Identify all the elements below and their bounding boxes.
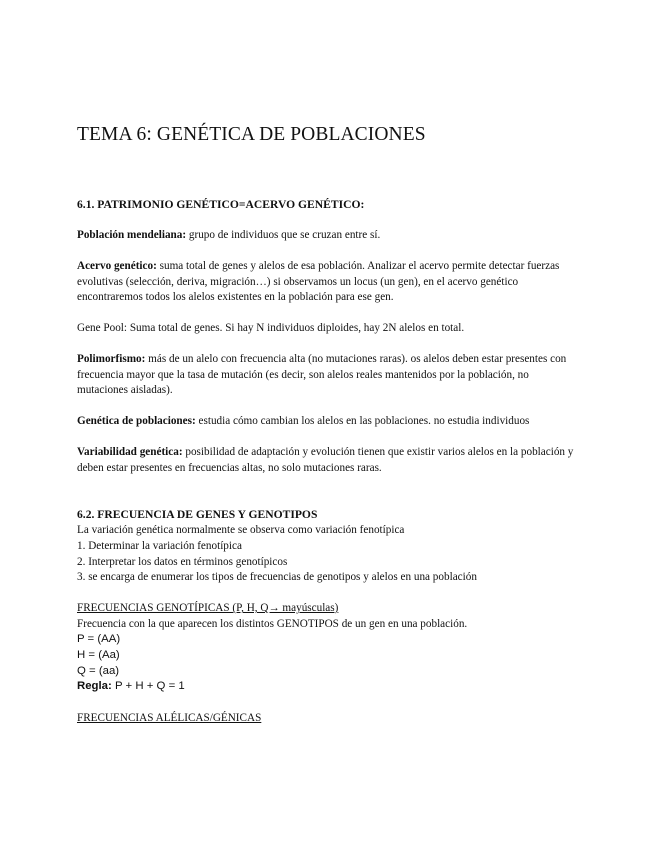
term-polimorfismo: Polimorfismo:	[77, 353, 146, 365]
text-polimorfismo: más de un alelo con frecuencia alta (no mutaciones raras). os alelos deben estar presentes con frecuencia mayor que la tasa de mutación (es decir, son alelos reales mantenidos por la población, no mutaciones aisladas).	[77, 353, 567, 397]
rule-text: P + H + Q = 1	[111, 680, 185, 692]
term-poblacion-mendeliana: Población mendeliana:	[77, 229, 187, 241]
section-1-heading: 6.1. PATRIMONIO GENÉTICO=ACERVO GENÉTICO:	[77, 198, 365, 211]
text-acervo-genetico: suma total de genes y alelos de esa población. Analizar el acervo permite detectar fuerzas evolutivas (selección, deriva, migración…) si observamos un locus (un gen), en el acervo genético encontraremos todos los alelos existentes en la población para ese gen.	[77, 260, 560, 304]
paragraph-variabilidad-genetica	[77, 445, 577, 476]
list-item: 1. Determinar la variación fenotípica	[77, 540, 242, 552]
section-2-heading: 6.2. FRECUENCIA DE GENES Y GENOTIPOS	[77, 508, 318, 521]
subsection-alelicas-heading: FRECUENCIAS ALÉLICAS/GÉNICAS	[77, 712, 262, 724]
subsection-genotipicas-heading: FRECUENCIAS GENOTÍPICAS (P, H, Q→ mayúsculas)	[77, 602, 339, 614]
rule-label: Regla:	[77, 680, 112, 692]
text-genetica-poblaciones: estudia cómo cambian los alelos en las poblaciones. no estudia individuos	[195, 415, 530, 427]
text-poblacion-mendeliana: grupo de individuos que se cruzan entre sí.	[186, 229, 381, 241]
paragraph-acervo-genetico	[77, 259, 577, 306]
term-variabilidad-genetica: Variabilidad genética:	[77, 446, 183, 458]
paragraph-poblacion-mendeliana	[77, 228, 577, 244]
genotype-q-line: Q = (aa)	[77, 665, 120, 677]
list-item: 2. Interpretar los datos en términos genotípicos	[77, 556, 288, 568]
paragraph-gene-pool	[77, 321, 577, 337]
rule-line	[77, 679, 185, 695]
term-genetica-poblaciones: Genética de poblaciones:	[77, 415, 196, 427]
list-item: 3. se encarga de enumerar los tipos de frecuencias de genotipos y alelos en una población	[77, 571, 477, 583]
document-title: TEMA 6: GENÉTICA DE POBLACIONES	[77, 124, 426, 145]
paragraph-polimorfismo	[77, 352, 577, 399]
genotype-p-line: P = (AA)	[77, 633, 121, 645]
text-variabilidad-genetica: posibilidad de adaptación y evolución tienen que existir varios alelos en la población y deben estar presentes en frecuencias altas, no solo mutaciones raras.	[77, 446, 574, 474]
subsection-genotipicas-text: Frecuencia con la que aparecen los distintos GENOTIPOS de un gen en una población.	[77, 618, 468, 630]
section-2-intro: La variación genética normalmente se observa como variación fenotípica	[77, 524, 405, 536]
paragraph-genetica-poblaciones	[77, 414, 577, 430]
genotype-h-line: H = (Aa)	[77, 649, 120, 661]
term-acervo-genetico: Acervo genético:	[77, 260, 157, 272]
text-gene-pool: Gene Pool: Suma total de genes. Si hay N individuos diploides, hay 2N alelos en total.	[77, 322, 465, 334]
